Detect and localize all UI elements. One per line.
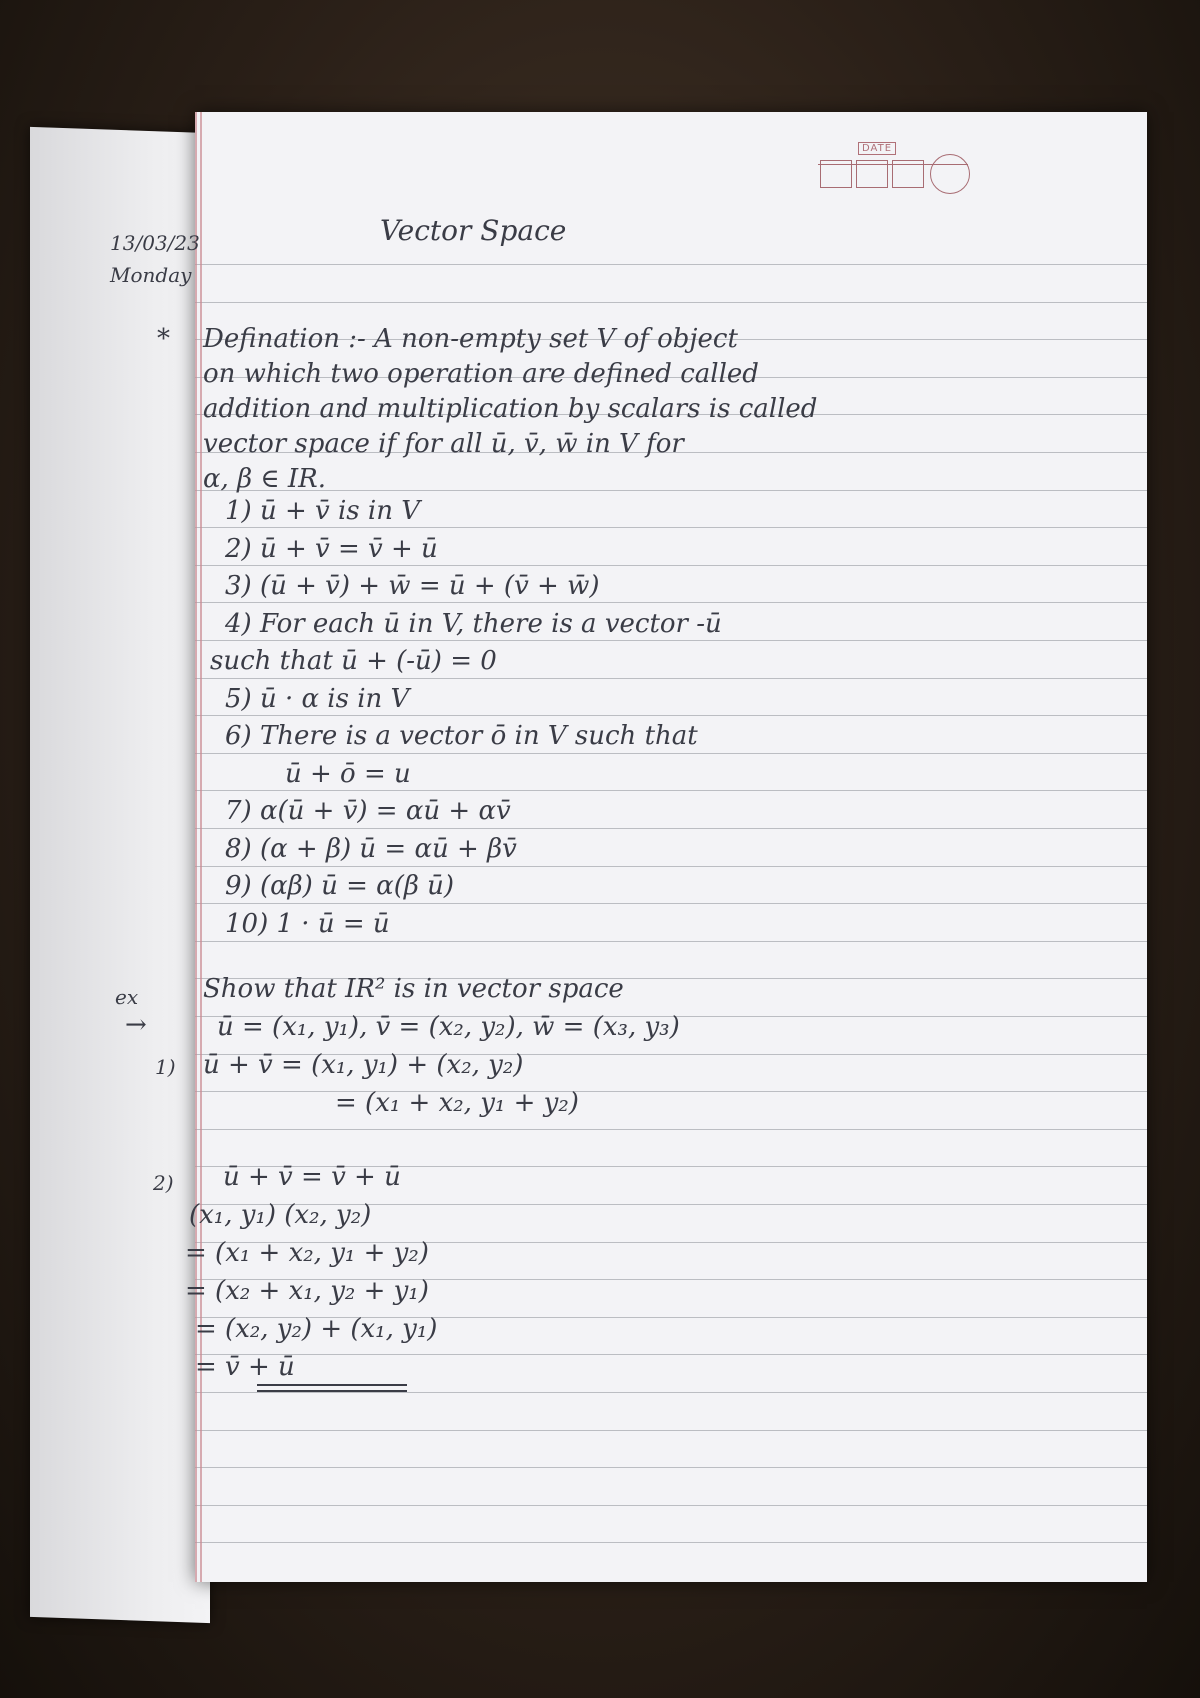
date-cell — [820, 160, 852, 188]
ruled-line — [195, 866, 1147, 867]
text-line: such that ū + (-ū) = 0 — [210, 646, 497, 676]
ruled-line — [195, 490, 1147, 491]
text-line: vector space if for all ū, v̄, w̄ in V for — [203, 429, 684, 459]
text-line: on which two operation are defined called — [203, 359, 759, 389]
ruled-line — [195, 1129, 1147, 1130]
text-line: Defination :- A non-empty set V of object — [203, 324, 738, 354]
step1-label: 1) — [155, 1055, 176, 1079]
example-statement: Show that IR² is in vector space — [203, 974, 624, 1004]
ruled-line — [195, 1542, 1147, 1543]
ruled-line — [195, 678, 1147, 679]
answer-underline-2 — [257, 1390, 407, 1392]
date-cells — [820, 160, 924, 188]
star-marker: * — [157, 324, 170, 354]
text-line: 3) (ū + v̄) + w̄ = ū + (v̄ + w̄) — [225, 571, 600, 601]
text-line: 1) ū + v̄ is in V — [225, 496, 420, 526]
text-line: addition and multiplication by scalars is called — [203, 394, 818, 424]
arrow-icon: → — [125, 1010, 147, 1040]
ruled-line — [195, 941, 1147, 942]
text-line: = v̄ + ū — [195, 1352, 295, 1382]
example-tag: ex — [115, 985, 139, 1009]
text-line: 6) There is a vector ō in V such that — [225, 721, 698, 751]
ruled-line — [195, 715, 1147, 716]
ruled-line — [195, 753, 1147, 754]
left-page — [30, 127, 210, 1623]
date-text: 13/03/23 — [110, 231, 200, 255]
text-line: = (x₂, y₂) + (x₁, y₁) — [195, 1314, 438, 1344]
ruled-line — [195, 640, 1147, 641]
ruled-line — [195, 527, 1147, 528]
ruled-line — [195, 565, 1147, 566]
date-cell — [892, 160, 924, 188]
ruled-line — [195, 790, 1147, 791]
text-line: ū + ō = u — [285, 758, 411, 789]
text-line: 8) (α + β) ū = αū + βv̄ — [225, 833, 517, 864]
date-cell — [856, 160, 888, 188]
text-line: 2) ū + v̄ = v̄ + ū — [225, 533, 438, 564]
day-text: Monday — [110, 263, 192, 287]
text-line: = (x₁ + x₂, y₁ + y₂) — [335, 1088, 579, 1118]
step2-label: 2) — [153, 1171, 174, 1195]
text-line: ū + v̄ = v̄ + ū — [223, 1162, 401, 1192]
text-line: α, β ∈ IR. — [203, 464, 327, 494]
ruled-line — [195, 828, 1147, 829]
text-line: 10) 1 · ū = ū — [225, 908, 390, 939]
page-title: Vector Space — [380, 214, 567, 247]
text-line: = (x₂ + x₁, y₂ + y₁) — [185, 1276, 429, 1306]
example-vectors: ū = (x₁, y₁), v̄ = (x₂, y₂), w̄ = (x₃, y₃) — [217, 1012, 680, 1042]
notebook-page — [110, 112, 1147, 1582]
ruled-line — [195, 1392, 1147, 1393]
ruled-line — [195, 1505, 1147, 1506]
ruled-line — [195, 602, 1147, 603]
answer-underline-1 — [257, 1384, 407, 1386]
ruled-line — [195, 1467, 1147, 1468]
date-label: DATE — [858, 142, 896, 155]
text-line: 9) (αβ) ū = α(β ū) — [225, 871, 455, 901]
ruled-line — [195, 302, 1147, 303]
text-line: 5) ū · α is in V — [225, 683, 410, 714]
text-line: ū + v̄ = (x₁, y₁) + (x₂, y₂) — [203, 1050, 524, 1080]
text-line: 4) For each ū in V, there is a vector -ū — [225, 608, 722, 639]
ruled-line — [195, 264, 1147, 265]
ruled-line — [195, 903, 1147, 904]
text-line: (x₁, y₁) (x₂, y₂) — [189, 1200, 372, 1230]
ruled-line — [195, 1430, 1147, 1431]
text-line: = (x₁ + x₂, y₁ + y₂) — [185, 1238, 429, 1268]
text-line: 7) α(ū + v̄) = αū + αv̄ — [225, 796, 511, 826]
date-box — [820, 142, 975, 204]
ruled-line — [195, 1354, 1147, 1355]
page-circle — [930, 154, 970, 194]
